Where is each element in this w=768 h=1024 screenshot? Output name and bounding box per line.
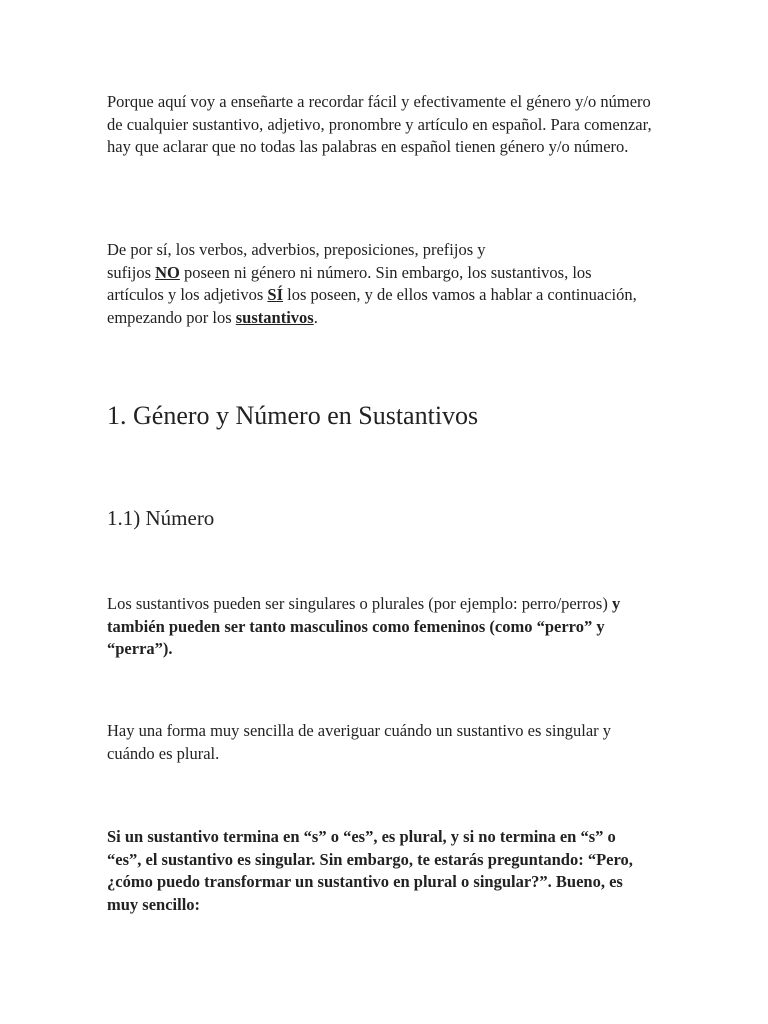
section-heading <box>107 400 667 432</box>
paragraph-rule <box>107 826 647 916</box>
paragraph-rule-text: Si un sustantivo termina en “s” o “es”, es plural, y si no termina en “s” o “es”, el sustantivo es singular. Sin embargo, te estarás preguntando: “Pero, ¿cómo puedo transformar un sustantivo en plural o singular?”. Bueno, es muy sencillo: <box>107 827 633 914</box>
heading-genero-numero: 1. Género y Número en Sustantivos <box>107 401 479 430</box>
emphasis-si: SÍ <box>267 285 284 304</box>
paragraph-intro <box>107 91 667 159</box>
text-line-1: De por sí, los verbos, adverbios, preposiciones, prefijos y <box>107 240 486 259</box>
heading-numero: 1.1) Número <box>107 506 215 530</box>
paragraph-how-to-tell <box>107 720 657 765</box>
emphasis-no: NO <box>155 262 180 282</box>
paragraph-gender-number-text <box>107 239 652 329</box>
paragraph-singular-plural-text <box>107 593 667 661</box>
subsection-heading <box>107 504 667 532</box>
text-bold: y también pueden ser tanto masculinos como femeninos (como “perro” y “perra”). <box>107 594 621 658</box>
paragraph-how-to-tell-text: Hay una forma muy sencilla de averiguar cuándo un sustantivo es singular y cuándo es plural. <box>107 721 612 763</box>
paragraph-gender-number <box>107 239 652 329</box>
emphasis-sustantivos: sustantivos <box>235 307 314 327</box>
paragraph-singular-plural <box>107 593 667 661</box>
text-segment-3: los poseen, y de ellos vamos a hablar a continuación, empezando por los <box>107 285 637 327</box>
text-segment-4: . <box>313 307 318 327</box>
text-segment-1: sufijos <box>107 262 156 282</box>
paragraph-intro-text: Porque aquí voy a enseñarte a recordar fácil y efectivamente el género y/o número de cualquier sustantivo, adjetivo, pronombre y artículo en español. Para comenzar, hay que aclarar que no todas las palabras en español tienen género y/o número. <box>107 92 652 156</box>
text-segment-2: poseen ni género ni número. Sin embargo, los sustantivos, los artículos y los adjetivos <box>107 262 592 304</box>
text-normal: Los sustantivos pueden ser singulares o plurales (por ejemplo: perro/perros) <box>107 594 608 613</box>
